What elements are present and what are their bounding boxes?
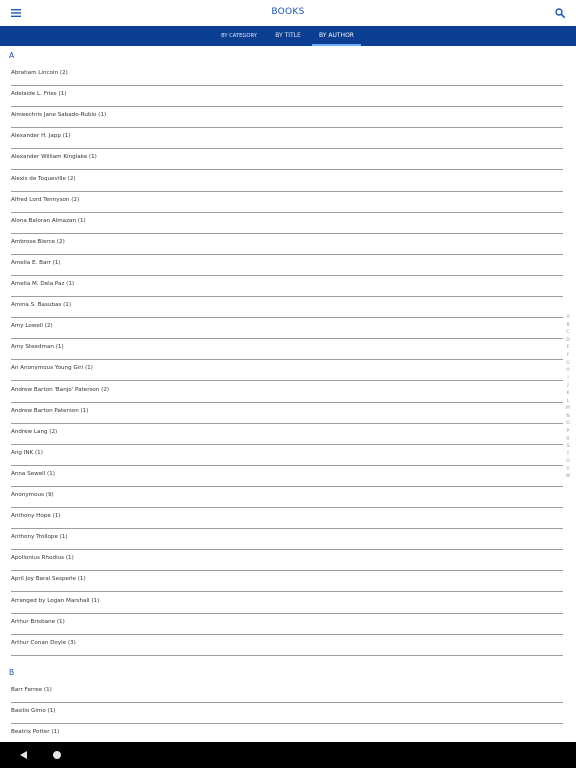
author-list-item[interactable] [11, 318, 563, 339]
section-header-b: B [9, 667, 15, 677]
author-list-item[interactable] [11, 276, 563, 297]
tab-bar [0, 26, 576, 46]
author-name-label: Anthony Hope (1) [11, 513, 61, 520]
author-list-item[interactable] [11, 635, 563, 656]
index-letter-k[interactable]: K [566, 390, 570, 396]
author-name-label: Arranged by Logan Marshall (1) [11, 597, 100, 604]
index-letter-n[interactable]: N [566, 413, 570, 419]
author-name-label: Alexis de Toqueville (2) [11, 175, 76, 182]
author-name-label: Barr Ferree (1) [11, 686, 52, 693]
tab-by-author[interactable]: BY AUTHOR [312, 26, 361, 46]
author-name-label: An Anonymous Young Girl (1) [11, 365, 93, 372]
author-name-label: Alona Baloran Almazan (1) [11, 217, 86, 224]
index-letter-j[interactable]: J [567, 383, 569, 389]
author-name-label: Andrew Lang (2) [11, 428, 58, 435]
author-list-item[interactable] [11, 360, 563, 381]
author-name-label: Amelia M. Dela Paz (1) [11, 281, 75, 287]
index-letter-d[interactable]: D [566, 337, 570, 343]
author-list-item[interactable] [11, 508, 563, 529]
author-name-label: Abraham Lincoln (2) [11, 70, 68, 76]
search-icon [555, 8, 565, 18]
index-letter-s[interactable]: S [566, 444, 570, 450]
index-letter-p[interactable]: P [566, 428, 570, 434]
system-navigation-bar [0, 742, 576, 768]
index-letter-b[interactable]: B [566, 322, 570, 328]
index-letter-f[interactable]: F [566, 352, 570, 358]
author-list-item[interactable] [11, 234, 563, 255]
author-list-item[interactable] [11, 550, 563, 571]
author-name-label: April Joy Baral Sespeñe (1) [11, 576, 86, 583]
author-name-label: Alexander William Kinglake (1) [11, 154, 97, 161]
author-name-label: Beatrix Potter (1) [11, 729, 60, 735]
author-list-item[interactable] [11, 192, 563, 213]
author-list-item[interactable] [11, 487, 563, 508]
index-letter-t[interactable]: T [566, 451, 570, 457]
author-list-item[interactable] [11, 614, 563, 635]
author-name-label: Amy Lowell (2) [11, 323, 53, 330]
author-list[interactable] [0, 46, 576, 742]
author-name-label: Adelaide L. Fries (1) [11, 91, 67, 98]
index-letter-a[interactable]: A [566, 315, 570, 320]
index-letter-r[interactable]: R [566, 436, 570, 442]
author-name-label: Andrew Barton 'Banjo' Paterson (2) [11, 386, 110, 393]
author-list-item[interactable] [11, 171, 563, 192]
index-letter-c[interactable]: C [566, 330, 570, 336]
index-letter-h[interactable]: H [566, 368, 570, 374]
author-name-label: Ambrose Bierce (2) [11, 238, 65, 245]
author-list-item[interactable] [11, 529, 563, 550]
author-name-label: Andrew Barton Paterson (1) [11, 407, 89, 414]
tab-by-title[interactable]: BY TITLE [275, 32, 301, 39]
index-letter-v[interactable]: V [566, 466, 570, 472]
author-list-item[interactable] [11, 382, 563, 403]
search-button[interactable] [552, 5, 568, 21]
author-name-label: Amelia E. Barr (1) [11, 259, 61, 266]
author-list-item[interactable] [11, 86, 563, 107]
author-list-item[interactable] [11, 682, 563, 703]
author-list-item[interactable] [11, 571, 563, 592]
index-letter-w[interactable]: W [565, 474, 571, 480]
index-letter-m[interactable]: M [566, 406, 570, 412]
author-list-item[interactable] [11, 339, 563, 360]
row-divider [11, 655, 563, 656]
author-list-item[interactable] [11, 65, 563, 86]
author-name-label: Amy Steedman (1) [11, 344, 64, 351]
index-letter-o[interactable]: O [566, 421, 570, 427]
author-name-label: Basilio Gimo (1) [11, 707, 56, 714]
author-list-item[interactable] [11, 128, 563, 149]
section-header-a: A [9, 51, 15, 60]
index-letter-e[interactable]: E [566, 345, 570, 351]
alphabet-index[interactable] [564, 314, 572, 481]
author-list-item[interactable] [11, 593, 563, 614]
author-name-label: Anna Sewell (1) [11, 470, 55, 477]
tab-by-category[interactable]: BY CATEGORY [221, 33, 257, 39]
back-triangle-icon[interactable] [19, 750, 29, 760]
author-name-label: Alfred Lord Tennyson (2) [11, 196, 80, 203]
author-list-item[interactable] [11, 149, 563, 170]
author-list-item[interactable] [11, 445, 563, 466]
index-letter-u[interactable]: U [566, 459, 570, 465]
author-name-label: Aimeechris Jane Sabado-Rubio (1) [11, 112, 107, 119]
page-title: BOOKS [271, 7, 305, 17]
author-list-item[interactable] [11, 107, 563, 128]
author-list-item[interactable] [11, 297, 563, 318]
author-list-item[interactable] [11, 466, 563, 487]
author-list-item[interactable] [11, 213, 563, 234]
author-list-item[interactable] [11, 703, 563, 724]
author-name-label: Arthur Brisbane (1) [11, 618, 65, 625]
author-name-label: Arthur Conan Doyle (3) [11, 639, 76, 646]
author-name-label: Anthony Trollope (1) [11, 534, 68, 541]
author-name-label: Anonymous (9) [11, 492, 54, 498]
author-name-label: Amina S. Basubas (1) [11, 302, 72, 309]
index-letter-i[interactable]: I [567, 375, 569, 381]
index-letter-l[interactable]: L [566, 398, 570, 404]
index-letter-g[interactable]: G [566, 360, 570, 366]
author-name-label: Ang INK (1) [11, 449, 43, 456]
author-name-label: Alexander H. Japp (1) [11, 133, 71, 140]
author-list-item[interactable] [11, 255, 563, 276]
author-list-item[interactable] [11, 724, 563, 742]
top-app-bar [0, 0, 576, 26]
author-list-item[interactable] [11, 403, 563, 424]
author-name-label: Apollonius Rhodius (1) [11, 555, 74, 562]
author-list-item[interactable] [11, 424, 563, 445]
home-circle-icon[interactable] [53, 751, 61, 759]
